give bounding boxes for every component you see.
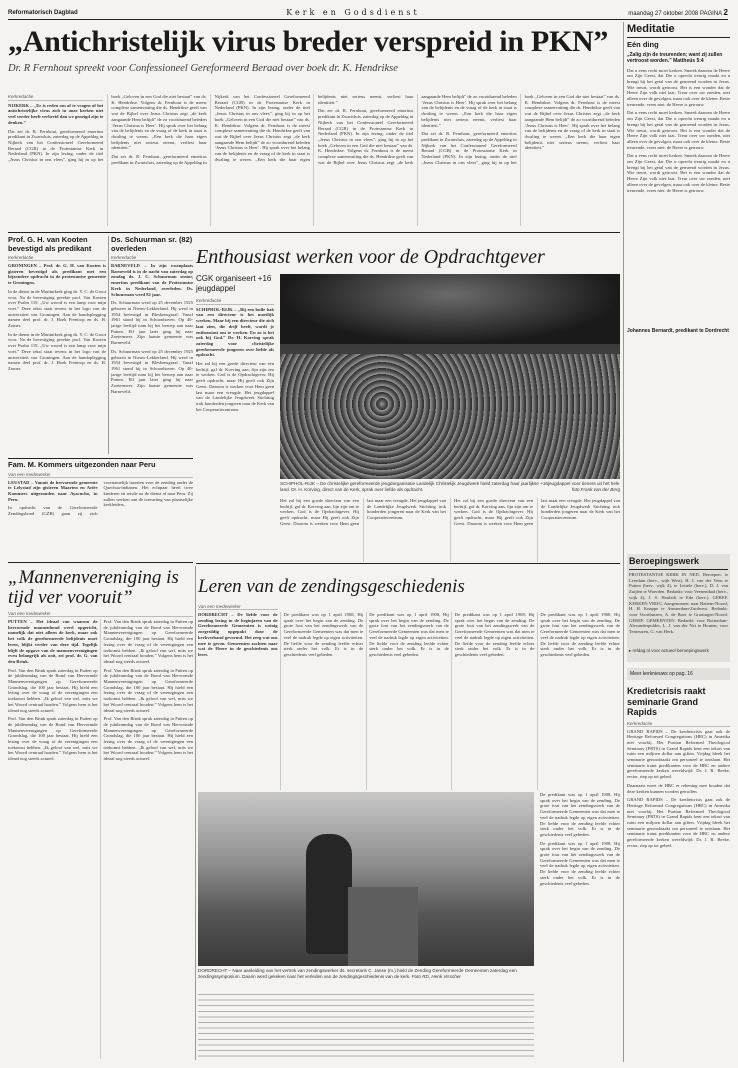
mannenvereniging-text-2: Prof. Van den Brink sprak zaterdag in Putten op de jubileumdag van de Bond van Hervormde Mannenverenigingen op Gereformeerde Grondslag, die 100 jaar bestaat. Hij hield een lezing over de vraag of de verenigingen een toekomst hebben. „Ik geloof van wel, mits we het Woord centraal houden.” Volgens hem is het ideaal nog steeds actueel. [8,716,98,762]
kommers-intro: LEUSTAD – Vanuit de hervormde gemeente te Lelystad zijn gisteren Maarten en Ariëe Kommers uitgezonden naar Ayacucho, in Peru. [8,479,98,502]
lead-text: Dat zei dr. R. Fernhout, gereformeerd emeritus predikant in Zwartsluis, zaterdag op de Appeldag in Nijkerk van het Confessioneel Gereformeerd Beraad (CGB) in de Protestantse Kerk in Nederland (PKN). In zijn lezing, onder de titel „Jezus Christus in ons vlees”, ging hij in op het boek „Geloven in een God die niet bestaat” van ds. K. Hendrikse. Volgens dr. Fernhout is de meest complexe samenvatting die ds. Hendrikse geeft van wat de Bijbel over Jezus Christus zegt „de kerk aangaande Hem belijdt” de zo voortdurend beleden ‘Jezus Christus is Heer’. Hij sprak over het belang van de belijdenis en de vraag of de kerk in staat is dwaling te weren. „Een kerk die haar eigen belijdenis niet serieus neemt, verliest haar identiteit.” [8,94,207,163]
opdracht-headline: Enthousiast werken voor de Opdrachtgever [196,246,545,268]
mannenvereniging-byline: Van een medewerker [8,611,193,617]
kommers-body-wrap [8,480,193,562]
van-kooten-intro: GRONINGEN – Prof. dr. G. H. van Kooten is gisteren bevestigd als predikant met een bijzondere opdracht in de protestantse gemeente te Groningen. [8,263,106,286]
meditatie-text-2: Dat u eens recht moet kerken. Smeek daarom de Heere om Zijn Geest, dat Die u oprecht treurig maakt en u brengt bij het getal van de gemeend worden in Jezus. Wie treurt, wordt getroost. Het is een wonder dat de Heere Zijn volk niet laat. Treur over uw zonden, niet alleen over de gevolgen, maar ook over de kleine. Beste treurende, vrees niet: de Heere is getrouw. [627,110,730,150]
sidebar-divider [623,22,624,1062]
more-news-box[interactable] [627,668,730,680]
zending-caption-text: DORDRECHT – Naar aanleiding van het vertrek van zendingswerker ds. secretaris C. Janse (m.) hield de Zending Gereformeerde Gemeenten zaterdag een zendingssymposium. Daarin werd gekeken naar het verleden van de zendingsgeschiedenis van de kerk. [198,968,517,979]
zending-photo-credit: Foto RD, Henk Visscher [411,973,461,979]
mannenvereniging-body-wrap [8,619,193,1059]
schuurman-text: Ds. Schuurman werd op 25 december 1925 geboren in Nieuw-Lekkerland. Hij werd in 1954 bevestigd in Bleskensgraaf. Vanaf 1961 stond hij in Schoonhoven. Op 40-jarige leeftijd nam hij het beroep aan naar Putten. Elf jaar later ging hij naar Zoetermeer. Zijn laatste gemeente was Barneveld. [111,300,193,346]
kommers-headline: Fam. M. Kommers uitgezonden naar Peru [8,460,156,469]
mannenvereniging-text-5: Prof. Van den Brink sprak zaterdag in Putten op de jubileumdag van de Bond van Hervormde Mannenverenigingen op Gereformeerde Grondslag, die 100 jaar bestaat. Hij hield een lezing over de vraag of de verenigingen een toekomst hebben. „Ik geloof van wel, mits we het Woord centraal houden.” Volgens hem is het ideaal nog steeds actueel. [103,716,193,762]
lead-deck: Dr. R Fernhout spreekt voor Confessioneel Gereformeerd Beraad over boek dr. K. Hendrikse [8,63,398,74]
audience-crowd [280,354,620,479]
youth-meeting-photo [280,274,620,479]
van-kooten-text: In de dienst in de Martinikerk ging ds. Y. C. de Groot voor. Na de bevestiging preekte prof. Van Kooten over Psalm 119. „Uw woord is een lamp voor mijn voet.” Deze tekst staat tevens in het logo van de universiteit van Groningen. Aan de handoplegging namen deel prof. dr. J. Hoek Frentrop en ds. H. Zomer. [8,288,106,329]
lead-text-continued: Dat zei dr. R. Fernhout, gereformeerd emeritus predikant in Zwartsluis, zaterdag op de Appeldag in Nijkerk van het Confessioneel Gereformeerd Beraad (CGB) in de Protestantse Kerk in Nederland (PKN). In zijn lezing, onder de titel „Jezus Christus in ons vlees”, ging hij in op het boek „Geloven in een God die niet bestaat” van ds. K. Hendrikse. Volgens dr. Fernhout is de meest complexe samenvatting die ds. Hendrikse geeft van wat de Bijbel over Jezus Christus zegt „de kerk aangaande Hem belijdt” de zo voortdurend beleden ‘Jezus Christus is Heer’. Hij sprak over het belang van de belijdenis en de vraag of de kerk in staat is dwaling te weren. „Een kerk die haar eigen belijdenis niet serieus neemt, verliest haar identiteit.” [111,94,414,165]
schuurman-text-2: Ds. Schuurman werd op 25 december 1925 geboren in Nieuw-Lekkerland. Hij werd in 1954 bevestigd in Bleskensgraaf. Vanaf 1961 stond hij in Schoonhoven. Op 40-jarige leeftijd nam hij het beroep aan naar Putten. Elf jaar later ging hij naar Zoetermeer. Zijn laatste gemeente was Barneveld. [111,348,193,394]
lead-headline: „Antichristelijk virus breder verspreid in PKN” [8,25,609,58]
kommers-text: In opdracht van de Gereformeerde Zendingsbond (GZB) gaan zij zich voornamelijk inzetten voor de zending onder de Quechua-indianen. Het echtpaar heeft twee kinderen en reisde na de dienst af naar Peru. Zij zullen werken aan de toerusting van plaatselijke kerkleiders. [8,479,193,517]
mannenvereniging-headline: „Mannenvereniging is tijd ver vooruit” [8,567,179,608]
zending-trailing-lines [198,994,534,1060]
opdracht-left-text [196,298,274,538]
page-label: PAGINA [699,11,722,17]
mannenvereniging-text-4: Prof. Van den Brink sprak zaterdag in Putten op de jubileumdag van de Bond van Hervormde Mannenverenigingen op Gereformeerde Grondslag, die 100 jaar bestaat. Hij hield een lezing over de vraag of de verenigingen een toekomst hebben. „Ik geloof van wel, mits we het Woord centraal houden.” Volgens hem is het ideaal nog steeds actueel. [103,667,193,713]
zending-body-wrap [198,612,620,790]
meditatie-title: Meditatie [627,23,675,35]
page-number: 2 [723,8,728,17]
schuurman-intro: BARNEVELD – In zijn woonplaats Barneveld is in de nacht van zaterdag op zondag ds. J. C. Schuurman senior, emeritus predikant van de Protestantse Kerk in Nederland, overleden. Ds. Schuurman werd 82 jaar. [111,263,193,297]
mannenvereniging-article [8,566,193,1066]
zending-photo-side-text [540,792,620,966]
beroepingswerk-link-text: refdag.nl voor actueel beroepingswerk [632,648,709,653]
zending-article [198,566,620,1066]
opdracht-caption [280,481,620,492]
lead-text-continued-2: Dat zei dr. R. Fernhout, gereformeerd emeritus predikant in Zwartsluis, zaterdag op de Appeldag in Nijkerk van het Confessioneel Gereformeerd Beraad (CGB) in de Protestantse Kerk in Nederland (PKN). In zijn lezing, onder de titel „Jezus Christus in ons vlees”, ging hij in op het boek „Geloven in een God die niet bestaat” van ds. K. Hendrikse. Volgens dr. Fernhout is de meest complexe samenvatting die ds. Hendrikse geeft van wat de Bijbel over Jezus Christus zegt „de kerk aangaande Hem belijdt” de zo voortdurend beleden ‘Jezus Christus is Heer’. Hij sprak over het belang van de belijdenis en de vraag of de kerk in staat is dwaling te weren. „Een kerk die haar eigen belijdenis niet serieus neemt, verliest haar identiteit.” [317,94,517,165]
opdracht-text: Het zal bij een goede directeur van een bedrijf, gaf dr. Korving aan, fijn zijn om te werken. God is de Opdrachtgever. Hij geeft opdracht, maar Hij geeft ook Zijn Geest. Daarom is werken voor Hem geen last maar een vreugde. Het jeugdappel van de Landelijke Jeugdwerk Stichting trok honderden jongeren naar de Kerk van het Cooperatiecentrum. [196,361,274,412]
kommers-divider [8,458,193,459]
zending-headline: Leren van de zendingsgeschiedenis [198,576,465,597]
mannenvereniging-text-3: Prof. Van den Brink sprak zaterdag in Putten op de jubileumdag van de Bond van Hervormde Mannenverenigingen op Gereformeerde Grondslag, die 100 jaar bestaat. Hij hield een lezing over de vraag of de verenigingen een toekomst hebben. „Ik geloof van wel, mits we het Woord centraal houden.” Volgens hem is het ideaal nog steeds actueel. [103,619,193,664]
meditatie-author: Johannes Bernardt, predikant te Dordrecht [627,327,729,334]
speaker-figure [306,834,352,954]
van-kooten-body-wrap [8,263,106,453]
grand-rapids-text-2: GRAND RAPIDS – De kredietcrisis gaat ook de Heritage Reformed Congregations (HRC) in Amerika niet voorbij. Het Puritan Reformed Theological Seminary (PRTS) in Grand Rapids kent een tekort van ruim een miljoen dollar aan giften. Vrijdag bleek het seminarie genoodzaakt om personeel te ontslaan. Het seminarie traint predikanten voor de HRC en andere gereformeerde kerken wereldwijd. Dr. J. R. Beeke, rector, riep op tot gebed. [627,797,730,848]
meditatie-text-3: Dat u eens recht moet kerken. Smeek daarom de Heere om Zijn Geest, dat Die u oprecht treurig maakt en u brengt bij het getal van de gemeend worden in Jezus. Wie treurt, wordt getroost. Het is een wonder dat de Heere Zijn volk niet laat. Treur over uw zonden, niet alleen over de gevolgen, maar ook over de kleine. Beste treurende, vrees niet: de Heere is getrouw. [627,153,730,193]
zending-photo [198,792,534,966]
grand-rapids-also: Daarnaast moet de HRC er rekening mee houden dat deze kerken kunnen worden getroffen. [627,782,730,794]
grand-rapids-byline: Kerkredactie [627,721,730,727]
mannenvereniging-text: Prof. Van den Brink sprak zaterdag in Putten op de jubileumdag van de Bond van Hervormde Mannenverenigingen op Gereformeerde Grondslag, die 100 jaar bestaat. Hij hield een lezing over de vraag of de verenigingen een toekomst hebben. „Ik geloof van wel, mits we het Woord centraal houden.” Volgens hem is het ideaal nog steeds actueel. [8,667,98,713]
lead-intro: NIJKERK – „Er is reden om af te vragen of het antichristelijke virus zich in onze kerken niet veel verder heeft verbreid dan we geneigd zijn te denken.” [8,102,104,125]
lead-article [8,22,620,232]
newspaper-name: Reformatorisch Dagblad [8,9,78,16]
page-date: maandag 27 oktober 2008 [628,11,699,17]
meditatie-rule [627,37,730,38]
opdracht-photo-credit: foto Frank van der Berg [571,486,620,492]
opdracht-caption-text: SCHIPHOL-RIJK – De christelijke gereformeerde jeugdorganisatie Landelijk Christelijk Jeugdwerk hield zaterdag haar jaarlijkse +16jeugdappel voor tieners uit het hele land. Dr. H. Korving, direct van de Kerk, sprak over liefde als opdracht. [280,481,620,492]
grand-rapids-headline: Kredietcrisis raakt seminarie Grand Rapids [627,686,706,717]
schuurman-byline: Kerkredactie [111,255,193,261]
meditatie-verse: „Zalig zijn de treurenden; want zij zullen vertroost worden.” Mattheüs 5:4 [627,51,723,64]
schuurman-article [111,236,193,456]
lead-body [8,94,620,226]
beroepingswerk-block [627,554,730,662]
page-date-block [628,8,728,17]
beroepingswerk-rule [629,569,728,570]
zending-intro: DORDRECHT – De liefde voor de zending lezing in de beginjaren van de Gereformeerde Gemeenten is weinig zorgvuldig opgepakt door de kerkverband gevormd. Het zeeg wat ons mee te geven. Gemeenten zochten naar wat de Heere in de geschiedenis ons leert. [198,612,278,657]
zending-side-text: De predikant was op 1 april 1908, Hij sprak over het begin van de zending. De grote fout van het zendingswerk van de Gereformeerde Gemeenten was dat men te veel de nadruk legde op eigen activiteiten. De liefde voor de zending leefde echter sterk onder het volk. Er is in de geschiedenis veel gebeden. [540,792,620,837]
opdracht-article [196,236,620,562]
kommers-article [8,461,193,561]
van-kooten-headline: Prof. G. H. van Kooten bevestigd als predikant [8,235,92,253]
opdracht-subhead: CGK organiseert +16 jeugdappel [196,274,272,293]
grand-rapids-article [627,686,730,1064]
zending-text-4: De predikant was op 1 april 1908, Hij sprak over het begin van de zending. De grote fout van het zendingswerk van de Gereformeerde Gemeenten was dat men te veel de nadruk legde op eigen activiteiten. De liefde voor de zending leefde echter sterk onder het volk. Er is in de geschiedenis veel gebeden. [540,612,620,657]
beroepingswerk-body-wrap [629,572,728,648]
opdracht-columns [280,498,620,562]
section-title: Kerk en Godsdienst [286,8,420,17]
zending-text-2: De predikant was op 1 april 1908, Hij sprak over het begin van de zending. De grote fout van het zendingswerk van de Gereformeerde Gemeenten was dat men te veel de nadruk legde op eigen activiteiten. De liefde voor de zending leefde echter sterk onder het volk. Er is in de geschiedenis veel gebeden. [369,612,449,657]
zending-text-3: De predikant was op 1 april 1908, Hij sprak over het begin van de zending. De grote fout van het zendingswerk van de Gereformeerde Gemeenten was dat men te veel de nadruk legde op eigen activiteiten. De liefde voor de zending leefde echter sterk onder het volk. Er is in de geschiedenis veel gebeden. [454,612,535,657]
web-link-icon: ▸ [629,648,632,653]
beroepingswerk-text: PROTESTANTSE KERK IN NED. Beroepen: te Leerdam (herv., wijk West), H. J. van der Veen te Putten (herv., wijk 4), te Lettele (herv.), D. J. van Zuijlen te Woerden. Bedankt: voor Veenendaal (herv., wijk 4), J. S. Houbolt te Ede (herv.). GEREF. KERKEN VRIJG. Aangenomen: naar Hattem-Noord, H. H. Knappe te Amsterdam-Zuidwest. Bedankt: voor Voorthuizen, A. de Boer te Groningen-Noord. GEREF. GEMEENTEN. Bedankt: voor Rotterdam-Alexanderpolder, L. J. van der Net te Houten; voor Terneuzen, G. van Herk. [629,572,728,635]
grand-rapids-body-wrap [627,729,730,1049]
opdracht-bottom-rule [196,563,620,564]
more-news-text: Meer kerknieuws op pag. 16 [630,671,693,677]
mannenvereniging-intro: PUTTEN – Het ideaal van waarom de hervormde mannenbond werd opgericht, namelijk dat niet alleen de kerk, maar ook het volk de gereformeerde belijdenis moet leren, blijkt verder van deze tijd. Tegelijk blijft de opgave van de mannenverenigingen even belangrijk als ooit, zei prof. dr. G. van den Brink. [8,619,98,664]
lead-text-continued-3: Dat zei dr. R. Fernhout, gereformeerd emeritus predikant in Zwartsluis, zaterdag op de Appeldag in Nijkerk van het Confessioneel Gereformeerd Beraad (CGB) in de Protestantse Kerk in Nederland (PKN). In zijn lezing, onder de titel „Jezus Christus in ons vlees”, ging hij in op het boek „Geloven in een God die niet bestaat” van ds. K. Hendrikse. Volgens dr. Fernhout is de meest complexe samenvatting die ds. Hendrikse geeft van wat de Bijbel over Jezus Christus zegt „de kerk aangaande Hem belijdt” de zo voortdurend beleden ‘Jezus Christus is Heer’. Hij sprak over het belang van de belijdenis en de vraag of de kerk in staat is dwaling te weren. „Een kerk die haar eigen belijdenis niet serieus neemt, verliest haar identiteit.” [421,94,620,165]
beroepingswerk-link[interactable] [629,648,728,654]
van-kooten-text-2: In de dienst in de Martinikerk ging ds. Y. C. de Groot voor. Na de bevestiging preekte prof. Van Kooten over Psalm 119. „Uw woord is een lamp voor mijn voet.” Deze tekst staat tevens in het logo van de universiteit van Groningen. Aan de handoplegging namen deel prof. dr. J. Hoek Frentrop en ds. H. Zomer. [8,331,106,371]
opdracht-byline: Kerkredactie [196,298,274,305]
zending-byline: Van een medewerker [198,604,278,610]
zending-caption [198,968,534,979]
opdracht-intro: SCHIPHOL-RIJK – „Bij een bulle bak van een directeur is het moeilijk werken. Maar bij een directeur die zich laat zien, die drijf heeft, wordt je enthousiast om te werken. En zo is het ook bij God.” Dr. H. Korving sprak zaterdag voor christelijke gereformeerde jongeren over liefde als opdracht. [196,306,274,358]
schuurman-headline: Ds. Schuurman sr. (82) overleden [111,235,193,253]
lead-byline: Kerkredactie [8,94,103,101]
column-divider-2 [195,566,196,1060]
meditatie-text: Dat u eens recht moet kerken. Smeek daarom de Heere om Zijn Geest, dat Die u oprecht treurig maakt en u brengt bij het getal van de gemeend worden in Jezus. Wie treurt, wordt getroost. Het is een wonder dat de Heere Zijn volk niet laat. Treur over uw zonden, niet alleen over de gevolgen, maar ook over de kleine. Beste treurende, vrees niet: de Heere is getrouw. [627,67,730,107]
van-kooten-byline: Kerkredactie [8,255,106,261]
page-header [8,6,728,20]
grand-rapids-text: GRAND RAPIDS – De kredietcrisis gaat ook de Heritage Reformed Congregations (HRC) in Amerika niet voorbij. Het Puritan Reformed Theological Seminary (PRTS) in Grand Rapids kent een tekort van ruim een miljoen dollar aan giften. Vrijdag bleek het seminarie genoodzaakt om personeel te ontslaan. Het seminarie traint predikanten voor de HRC en andere gereformeerde kerken wereldwijd. Dr. J. R. Beeke, rector, riep op tot gebed. [627,728,730,780]
meditatie-block [627,24,730,372]
lead-divider [8,232,620,233]
stage-lights [280,274,620,344]
kommers-bottom-rule [8,562,193,563]
van-kooten-article [8,236,106,456]
schuurman-body-wrap [111,263,193,453]
zending-side-text-2: De predikant was op 1 april 1908, Hij sprak over het begin van de zending. De grote fout van het zendingswerk van de Gereformeerde Gemeenten was dat men te veel de nadruk legde op eigen activiteiten. De liefde voor de zending leefde echter sterk onder het volk. Er is in de geschiedenis veel gebeden. [540,840,620,886]
opdracht-body-2: Het zal bij een goede directeur van een bedrijf, gaf dr. Korving aan, fijn zijn om te werken. God is de Opdrachtgever. Hij geeft opdracht, maar Hij geeft ook Zijn Geest. Daarom is werken voor Hem geen last maar een vreugde. Het jeugdappel van de Landelijke Jeugdwerk Stichting trok honderden jongeren naar de Kerk van het Cooperatiecentrum. [454,498,620,526]
column-divider [108,236,109,454]
zending-text: De predikant was op 1 april 1908, Hij sprak over het begin van de zending. De grote fout van het zendingswerk van de Gereformeerde Gemeenten was dat men te veel de nadruk legde op eigen activiteiten. De liefde voor de zending leefde echter sterk onder het volk. Er is in de geschiedenis veel gebeden. [283,612,364,657]
meditatie-subtitle: Eén ding [627,40,659,49]
opdracht-body-1: Het zal bij een goede directeur van een bedrijf, gaf dr. Korving aan, fijn zijn om te werken. God is de Opdrachtgever. Hij geeft opdracht, maar Hij geeft ook Zijn Geest. Daarom is werken voor Hem geen last maar een vreugde. Het jeugdappel van de Landelijke Jeugdwerk Stichting trok honderden jongeren naar de Kerk van het Cooperatiecentrum. [280,498,446,526]
lectern [348,887,418,966]
kommers-byline: Van een medewerker [8,472,193,478]
meditatie-body-wrap [627,68,730,328]
beroepingswerk-title: Beroepingswerk [629,556,700,566]
